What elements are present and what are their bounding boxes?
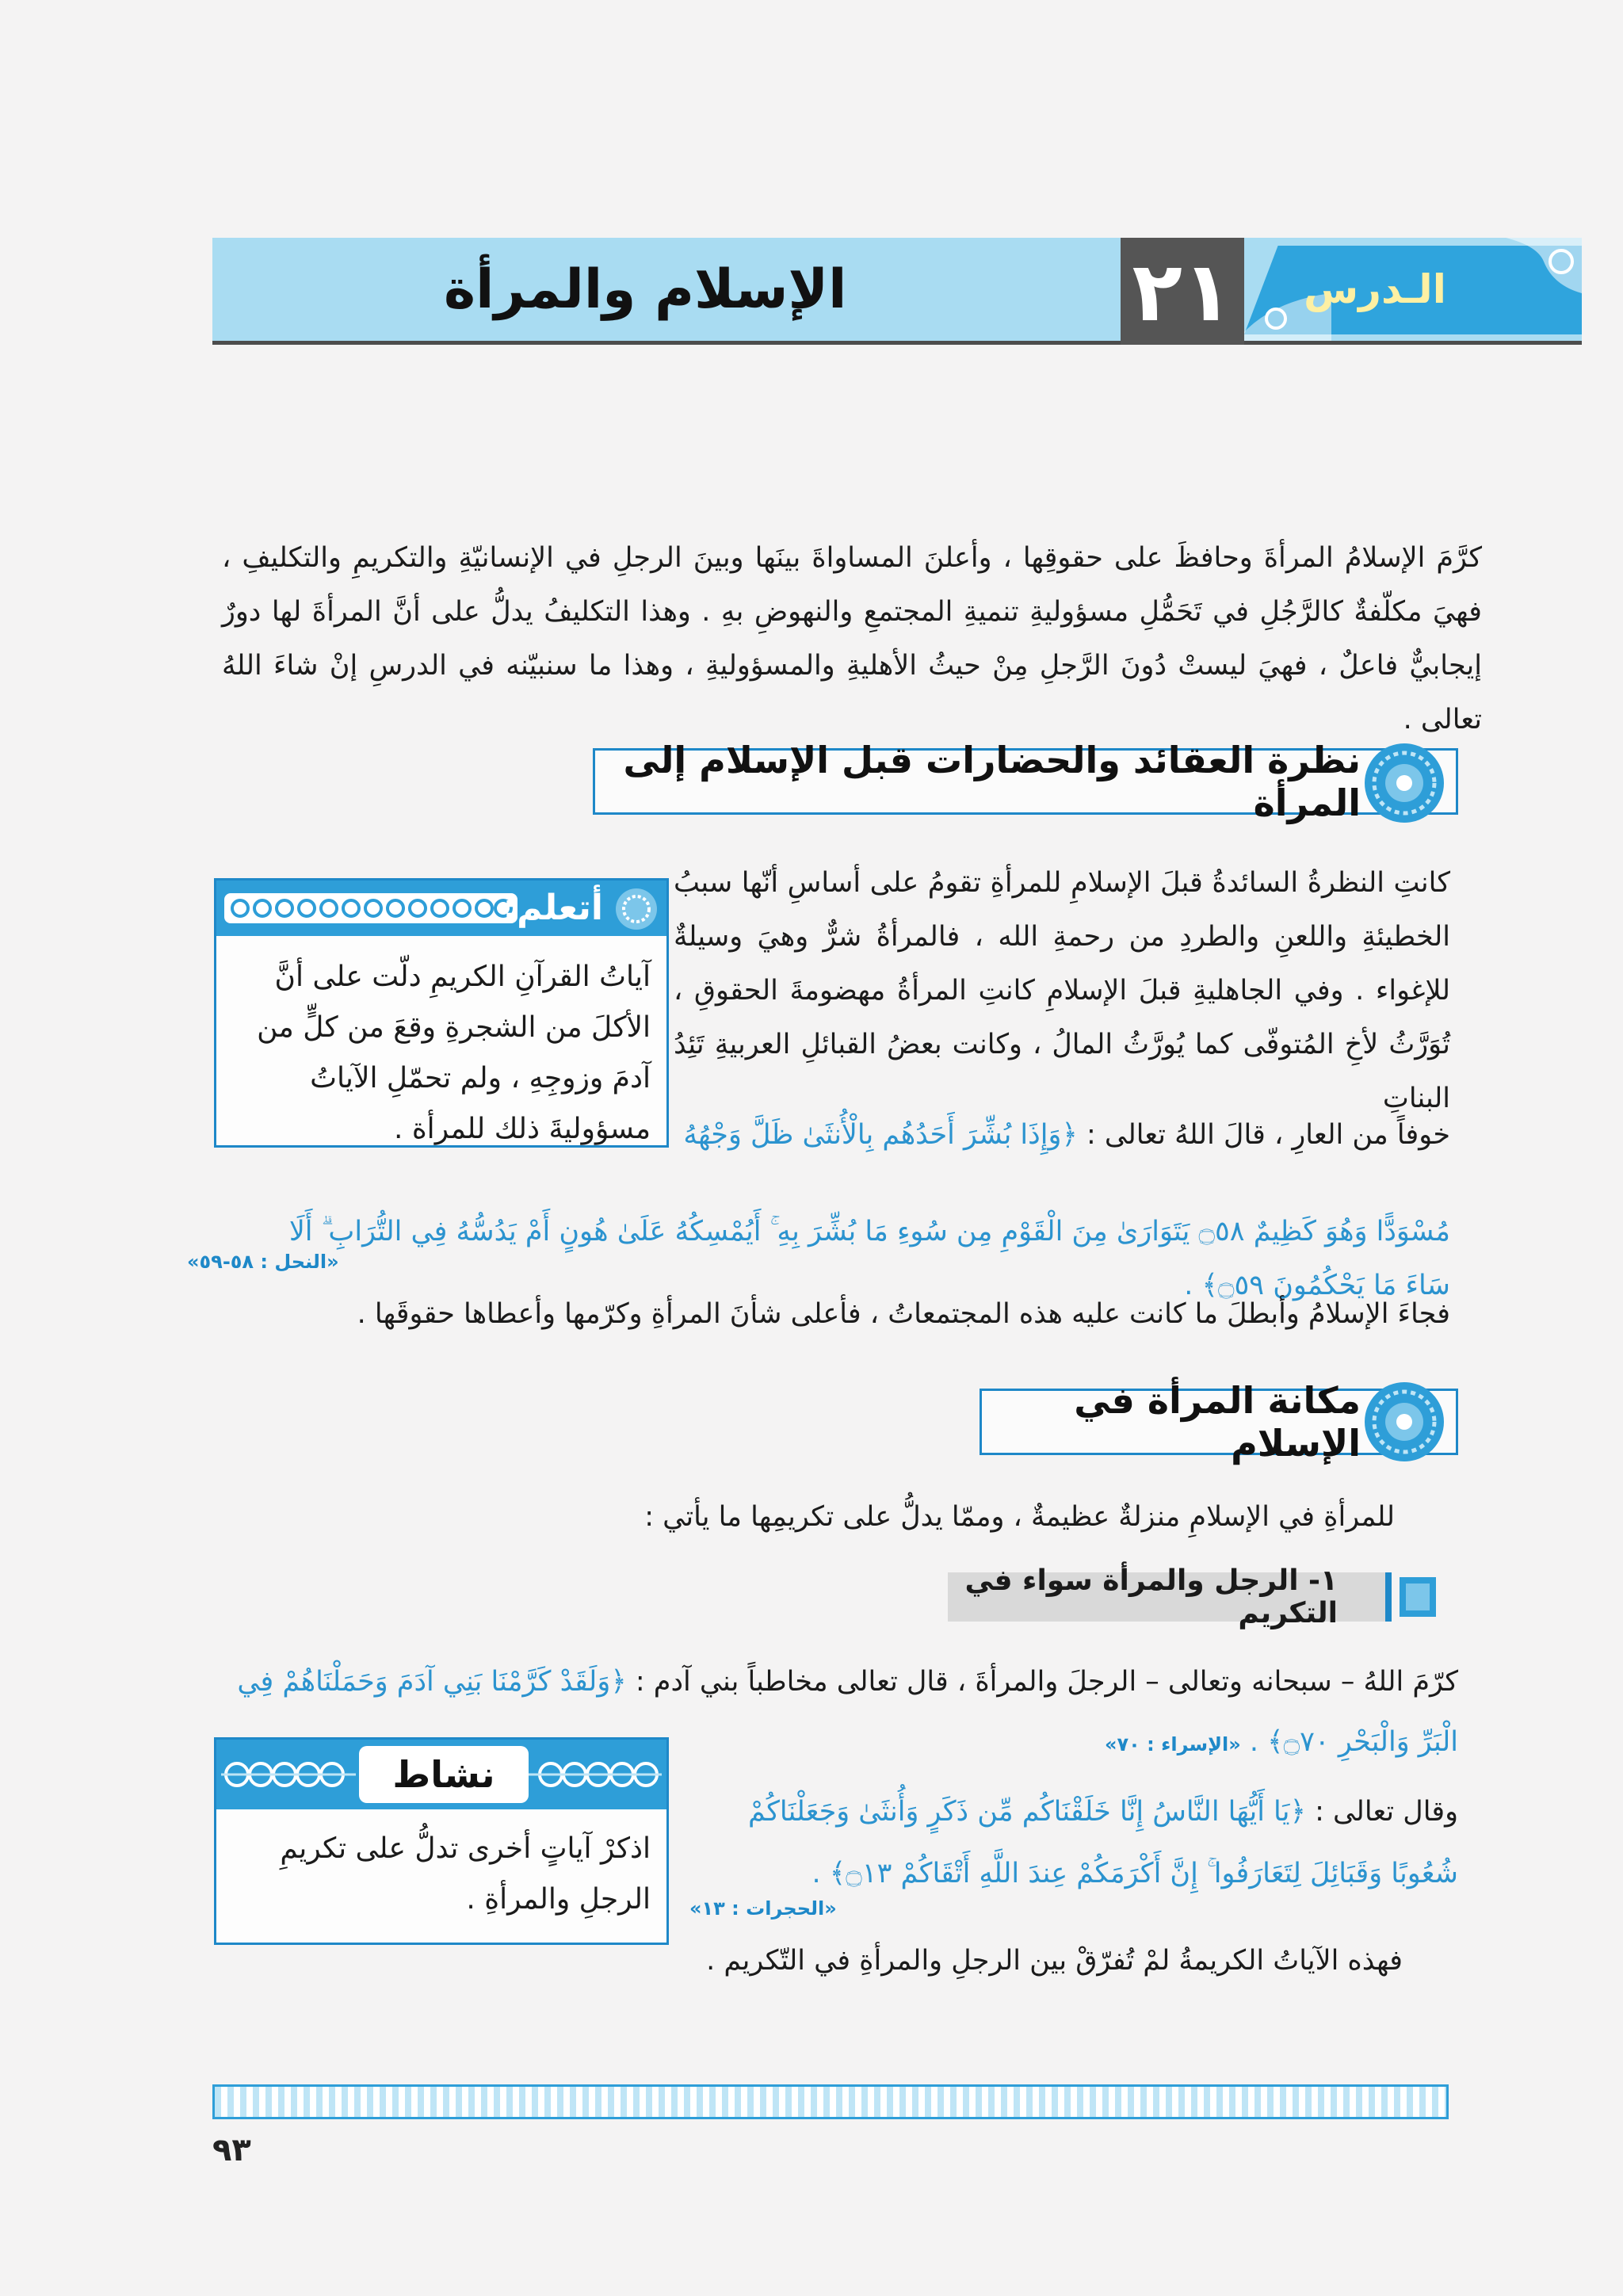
honor-line-2: [872, 1715, 1458, 1771]
pre-islam-paragraph: كانتِ النظرةُ السائدةُ قبلَ الإسلامِ للمرأةِ تقومُ على أساسِ أنّها سببُ الخطيئةِ واللعنِ والطردِ من رحمةِ الله ، فالمرأةُ شرٌّ وهيَ وسيلةٌ للإغواء . وفي الجاهليةِ قبلَ الإسلامِ كانتِ المرأةُ مهضومةَ الحقوقِ ، تُوَرَّثُ لأخِ المُتوفّى كما يُورَّثُ المالُ ، وكانت بعضُ القبائلِ العربيةِ تَئِدُ البناتِ: [674, 867, 1450, 1114]
footer-decorative-band: [212, 2084, 1449, 2119]
intro-paragraph: كرَّمَ الإسلامُ المرأةَ وحافظَ على حقوقِها ، وأعلنَ المساواةَ بينَها وبينَ الرجلِ في الإنسانيّةِ والتكريمِ والتكليفِ ، فهيَ مكلّفةٌ كالرَّجُلِ في تَحَمُّلِ مسؤوليةِ تنميةِ المجتمعِ والنهوضِ بهِ . وهذا التكليفُ يدلُّ على أنَّ المرأةَ لها دورٌ إيجابيٌّ فاعلٌ ، فهيَ ليستْ دُونَ الرَّجلِ مِنْ حيثُ الأهليةِ والمسؤوليةِ ، وهذا ما سنبيّنه في الدرسِ إنْ شاءَ اللهُ تعالى .: [222, 542, 1482, 735]
section-heading-pre-islam: [593, 739, 1458, 824]
learn-box-title: أتعلم:: [502, 888, 603, 928]
status-paragraph: للمرأةِ في الإسلامِ منزلةٌ عظيمةٌ ، وممّا يدلُّ على تكريمِها ما يأتي :: [644, 1501, 1395, 1533]
quran-verse-nahl-b: مُسْوَدًّا وَهُوَ كَظِيمٌ ۝٥٨ يَتَوَارَىٰ مِنَ الْقَوْمِ مِن سُوءِ مَا بُشِّرَ بِهِ ۚ أَيُمْسِكُهُ عَلَىٰ هُونٍ أَمْ يَدُسُّهُ فِي التُّرَابِ ۗ أَلَا سَاءَ مَا يَحْكُمُونَ ۝٥٩﴾ .: [288, 1216, 1450, 1301]
verse-intro-text: خوفاً من العارِ ، قالَ اللهُ تعالى :: [1077, 1119, 1450, 1151]
honor-line-3: [674, 1785, 1458, 1839]
quran-verse-hujurat-b: شُعُوبًا وَقَبَائِلَ لِتَعَارَفُوا ۚ إِنَّ أَكْرَمَكُمْ عِندَ اللَّهِ أَتْقَاكُمْ ۝١٣﴾ .: [812, 1858, 1458, 1889]
honor-line-1: [190, 1655, 1458, 1709]
subsection-heading-text: ١- الرجل والمرأة سواء في التكريم: [964, 1564, 1338, 1629]
lesson-label: الـدرس: [1304, 266, 1446, 312]
verse-reference-hujurat: «الحجرات : ١٣»: [689, 1897, 837, 1920]
honor-line-4: [674, 1847, 1458, 1901]
quran-verse-isra-a: ﴿وَلَقَدْ كَرَّمْنَا بَنِي آدَمَ وَحَمَلْنَاهُمْ فِي: [237, 1666, 627, 1698]
rosette-icon: [1363, 742, 1445, 824]
activity-title: نشاط: [359, 1746, 529, 1803]
verse-intro-text-2: وقال تعالى :: [1305, 1796, 1458, 1828]
activity-pattern-left-icon: [221, 1746, 356, 1803]
after-verse-paragraph: فجاءَ الإسلامُ وأبطلَ ما كانت عليه هذه المجتمعاتُ ، فأعلى شأنَ المرأةِ وكرّمها وأعطاها حقوقَها .: [357, 1298, 1450, 1330]
learn-box-text: آياتُ القرآنِ الكريمِ دلّت على أنَّ الأكلَ من الشجرةِ وقعَ من كلٍّ من آدمَ وزوجِهِ ، ولم تحمّلِ الآياتُ مسؤوليةَ ذلك للمرأة .: [257, 961, 651, 1145]
learn-box-rosette-icon: [614, 887, 659, 931]
activity-box: [214, 1737, 669, 1945]
learn-box: [214, 878, 669, 1148]
subsection-bullet-icon: [1398, 1576, 1438, 1618]
verse-reference-nahl: «النحل : ٥٨-٥٩»: [187, 1251, 339, 1273]
honor-conclusion: فهذه الآياتُ الكريمةُ لمْ تُفرّقْ بين الرجلِ والمرأةِ في التّكريم .: [706, 1945, 1403, 1977]
verse-line-1: [674, 1108, 1450, 1162]
quran-verse-isra-b: الْبَرِّ وَالْبَحْرِ ۝٧٠﴾ .: [1249, 1726, 1458, 1758]
corner-ornament-icon: [1506, 238, 1582, 325]
quran-verse-hujurat-a: ﴿يَا أَيُّهَا النَّاسُ إِنَّا خَلَقْنَاكُم مِّن ذَكَرٍ وَأُنثَىٰ وَجَعَلْنَاكُمْ: [747, 1796, 1306, 1828]
quran-verse-nahl-a: ﴿وَإِذَا بُشِّرَ أَحَدُهُم بِالْأُنثَىٰ ظَلَّ وَجْهُهُ: [683, 1119, 1078, 1151]
rosette-icon: [1363, 1381, 1445, 1463]
page-number: ٩٣: [212, 2132, 251, 2168]
activity-box-header: [216, 1740, 666, 1809]
section-heading-text: نظرة العقائد والحضارات قبل الإسلام إلى المرأة: [623, 739, 1361, 824]
lesson-number: ٢١: [1121, 238, 1244, 345]
verse-reference-isra: «الإسراء : ٧٠»: [1104, 1733, 1241, 1755]
activity-text: اذكرْ آياتٍ أخرى تدلُّ على تكريمِ الرجلِ والمرأةِ .: [280, 1832, 651, 1916]
activity-pattern-right-icon: [527, 1746, 662, 1803]
section-heading-text: مكانة المرأة في الإسلام: [1074, 1379, 1361, 1465]
honor-intro-text: كرّمَ اللهُ – سبحانه وتعالى – الرجلَ والمرأةَ ، قال تعالى مخاطباً بني آدم :: [626, 1666, 1458, 1698]
subsection-heading: [948, 1564, 1392, 1629]
lesson-title: الإسلام والمرأة: [444, 258, 847, 321]
learn-box-pattern-icon: [224, 888, 517, 928]
